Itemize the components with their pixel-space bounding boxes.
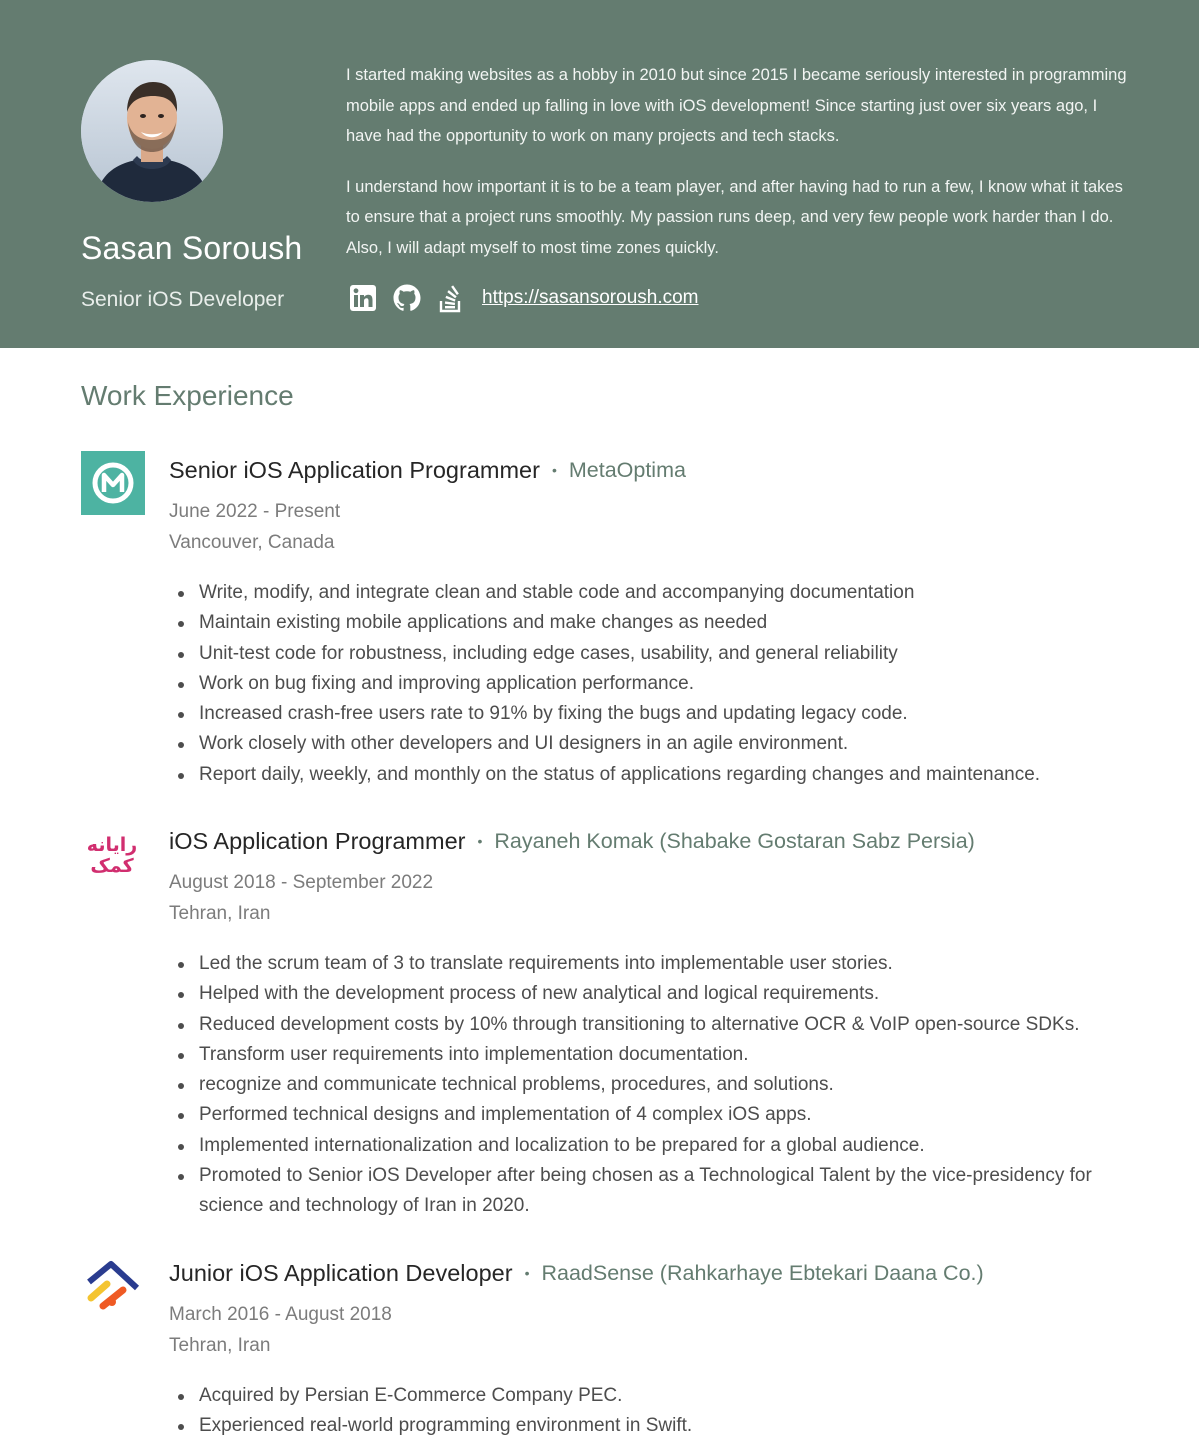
job-meta: [169, 497, 1139, 558]
job-bullets: [169, 1381, 1139, 1442]
job-dates: June 2022 - Present: [169, 501, 341, 522]
list-item: recognize and communicate technical problems, procedures, and solutions.: [169, 1070, 1139, 1100]
list-item: Transform user requirements into implementation documentation.: [169, 1040, 1139, 1070]
list-item: Work closely with other developers and UI designers in an agile environment.: [169, 729, 1139, 759]
github-icon[interactable]: [392, 283, 422, 313]
list-item: Experienced real-world programming environment in Swift.: [169, 1411, 1139, 1441]
bio-paragraph: I understand how important it is to be a team player, and after having had to run a few, I know what it takes to ensure that a project runs smoothly. My passion runs deep, and very few people work harder than I do. Also, I will adapt myself to most time zones quickly.: [346, 177, 1123, 257]
job-company: MetaOptima: [568, 457, 686, 482]
avatar: [81, 60, 223, 202]
job-location: Tehran, Iran: [169, 902, 271, 924]
job-company: Rayaneh Komak (Shabake Gostaran Sabz Persia): [494, 828, 975, 853]
job-title: Junior iOS Application Developer: [169, 1259, 513, 1286]
job-location: Tehran, Iran: [169, 1334, 271, 1356]
section-title-work-experience: Work Experience: [81, 380, 294, 411]
job-heading: [169, 451, 1139, 489]
list-item: Led the scrum team of 3 to translate requirements into implementable user stories.: [169, 949, 1139, 979]
list-item: Increased crash-free users rate to 91% by fixing the bugs and updating legacy code.: [169, 699, 1139, 729]
separator-dot: •: [551, 462, 557, 478]
list-item: Helped with the development process of new analytical and logical requirements.: [169, 979, 1139, 1009]
job-heading: [169, 822, 1139, 860]
bio-paragraph: I started making websites as a hobby in 2010 but since 2015 I became seriously interested in programming mobile apps and ended up falling in love with iOS development! Since starting just over six years ago, I have had the opportunity to work on many projects and tech stacks.: [346, 66, 1127, 145]
list-item: Unit-test code for robustness, including edge cases, usability, and general reliability: [169, 639, 1139, 669]
profile-header: [0, 0, 1199, 348]
job-meta: [169, 868, 1139, 929]
list-item: Reduced development costs by 10% through transitioning to alternative OCR & VoIP open-source SDKs.: [169, 1010, 1139, 1040]
metaoptima-logo: [81, 451, 145, 515]
separator-dot: •: [477, 833, 483, 849]
job-dates: March 2016 - August 2018: [169, 1304, 392, 1325]
social-links: [348, 280, 699, 316]
job-title: iOS Application Programmer: [169, 827, 466, 854]
linkedin-icon[interactable]: [348, 283, 378, 313]
list-item: Report daily, weekly, and monthly on the status of applications regarding changes and maintenance.: [169, 760, 1139, 790]
job-location: Vancouver, Canada: [169, 531, 335, 553]
list-item: Implemented internationalization and localization to be prepared for a global audience.: [169, 1131, 1139, 1161]
job-bullets: [169, 578, 1139, 790]
list-item: Promoted to Senior iOS Developer after being chosen as a Technological Talent by the vice-presidency for science and technology of Iran in 2020.: [169, 1161, 1139, 1222]
job-company: RaadSense (Rahkarhaye Ebtekari Daana Co.): [541, 1260, 984, 1285]
website-link[interactable]: https://sasansoroush.com: [482, 287, 699, 308]
raadsense-logo: [81, 1254, 145, 1318]
profile-name: Sasan Soroush: [81, 230, 303, 266]
job-bullets: [169, 949, 1139, 1222]
profile-bio: [346, 60, 1136, 283]
list-item: Maintain existing mobile applications and make changes as needed: [169, 608, 1139, 638]
job-dates: August 2018 - September 2022: [169, 872, 434, 893]
job-title: Senior iOS Application Programmer: [169, 456, 540, 483]
list-item: Acquired by Persian E-Commerce Company PEC.: [169, 1381, 1139, 1411]
separator-dot: •: [524, 1265, 530, 1281]
profile-photo: [81, 60, 223, 202]
stackoverflow-icon[interactable]: [436, 283, 466, 313]
profile-role: Senior iOS Developer: [81, 288, 285, 311]
list-item: Work on bug fixing and improving application performance.: [169, 669, 1139, 699]
list-item: Performed technical designs and implementation of 4 complex iOS apps.: [169, 1100, 1139, 1130]
job-heading: [169, 1254, 1139, 1292]
job-meta: [169, 1300, 1139, 1361]
rayaneh-komak-logo: [81, 822, 145, 886]
rayaneh-logo-text: رایانه: [86, 834, 138, 856]
komak-logo-text: کمک: [90, 855, 134, 877]
list-item: Write, modify, and integrate clean and stable code and accompanying documentation: [169, 578, 1139, 608]
